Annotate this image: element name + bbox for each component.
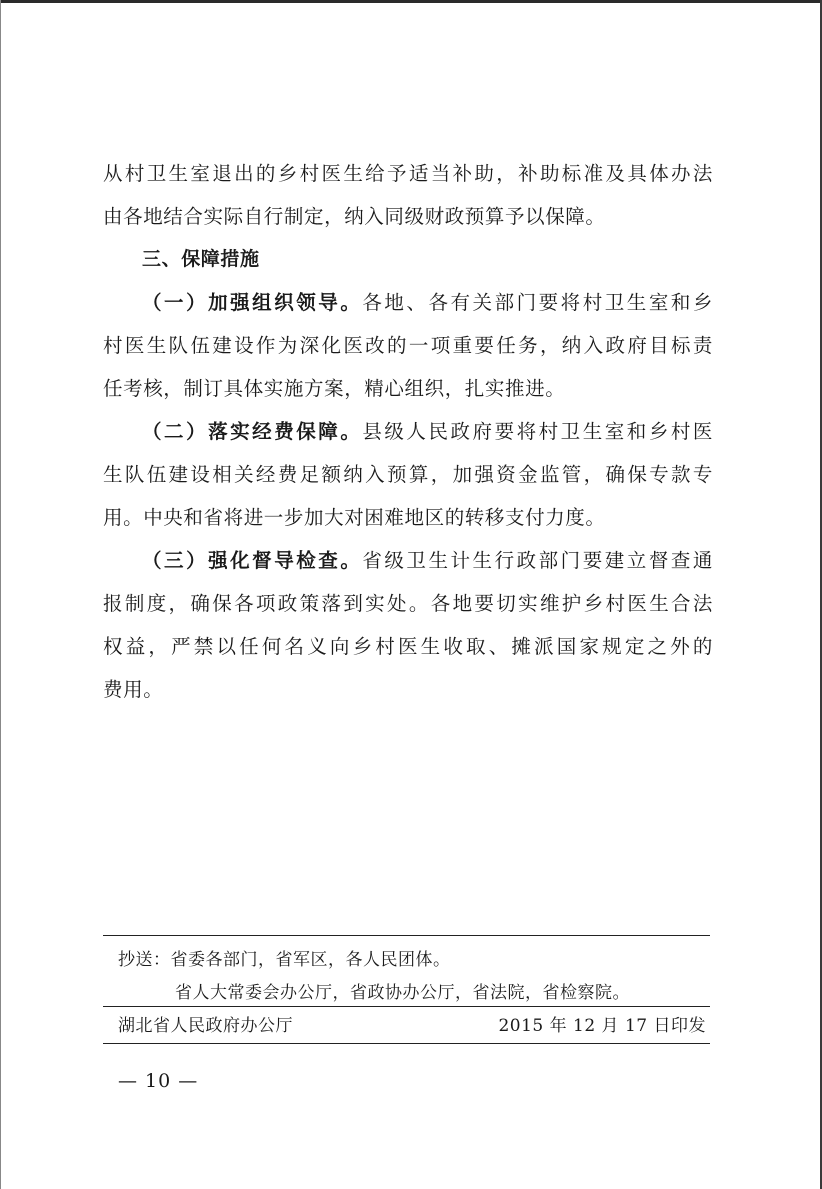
issuer-name: 湖北省人民政府办公厅 <box>118 1016 293 1036</box>
cc-line: 省人大常委会办公厅，省政协办公厅，省法院，省检察院。 <box>175 983 630 1003</box>
footer-middle-rule <box>103 1006 710 1007</box>
footer-bottom-rule <box>103 1043 710 1044</box>
issue-date: 2015 年 12 月 17 日印发 <box>498 1016 706 1036</box>
paragraph-line: 报制度，确保各项政策落到实处。各地要切实维护乡村医生合法 <box>103 592 713 615</box>
subsection-line <box>103 281 713 324</box>
paragraph-line: 村医生队伍建设作为深化医改的一项重要任务，纳入政府目标责 <box>103 334 713 357</box>
paragraph-line: 任考核，制订具体实施方案，精心组织，扎实推进。 <box>103 377 566 400</box>
subsection-title: （二）落实经费保障。 <box>142 420 363 443</box>
footer-top-rule <box>103 935 710 936</box>
paragraph-line: 用。中央和省将进一步加大对困难地区的转移支付力度。 <box>103 506 606 529</box>
page-number: — 10 — <box>118 1070 199 1092</box>
issuer-row <box>118 1011 710 1041</box>
document-body <box>103 152 713 711</box>
subsection-title: （三）强化督导检查。 <box>142 549 363 572</box>
paragraph-line: 权益，严禁以任何名义向乡村医生收取、摊派国家规定之外的 <box>103 635 713 658</box>
cc-line: 抄送：省委各部门，省军区，各人民团体。 <box>118 950 451 970</box>
paragraph-line: 费用。 <box>103 678 164 701</box>
subsection-text: 县级人民政府要将村卫生室和乡村医 <box>362 420 713 443</box>
subsection-text: 各地、各有关部门要将村卫生室和乡 <box>362 291 713 314</box>
subsection-title: （一）加强组织领导。 <box>142 291 363 314</box>
paragraph-line: 由各地结合实际自行制定，纳入同级财政预算予以保障。 <box>103 205 606 228</box>
subsection-text: 省级卫生计生行政部门要建立督查通 <box>362 549 713 572</box>
paragraph-line: 从村卫生室退出的乡村医生给予适当补助，补助标准及具体办法 <box>103 162 713 185</box>
paragraph-line: 生队伍建设相关经费足额纳入预算，加强资金监管，确保专款专 <box>103 463 713 486</box>
cc-block <box>118 944 708 1010</box>
scan-edge-top <box>0 0 822 3</box>
scan-edge-left <box>0 0 1 1189</box>
subsection-line <box>103 410 713 453</box>
subsection-line <box>103 539 713 582</box>
section-heading: 三、保障措施 <box>142 248 260 270</box>
